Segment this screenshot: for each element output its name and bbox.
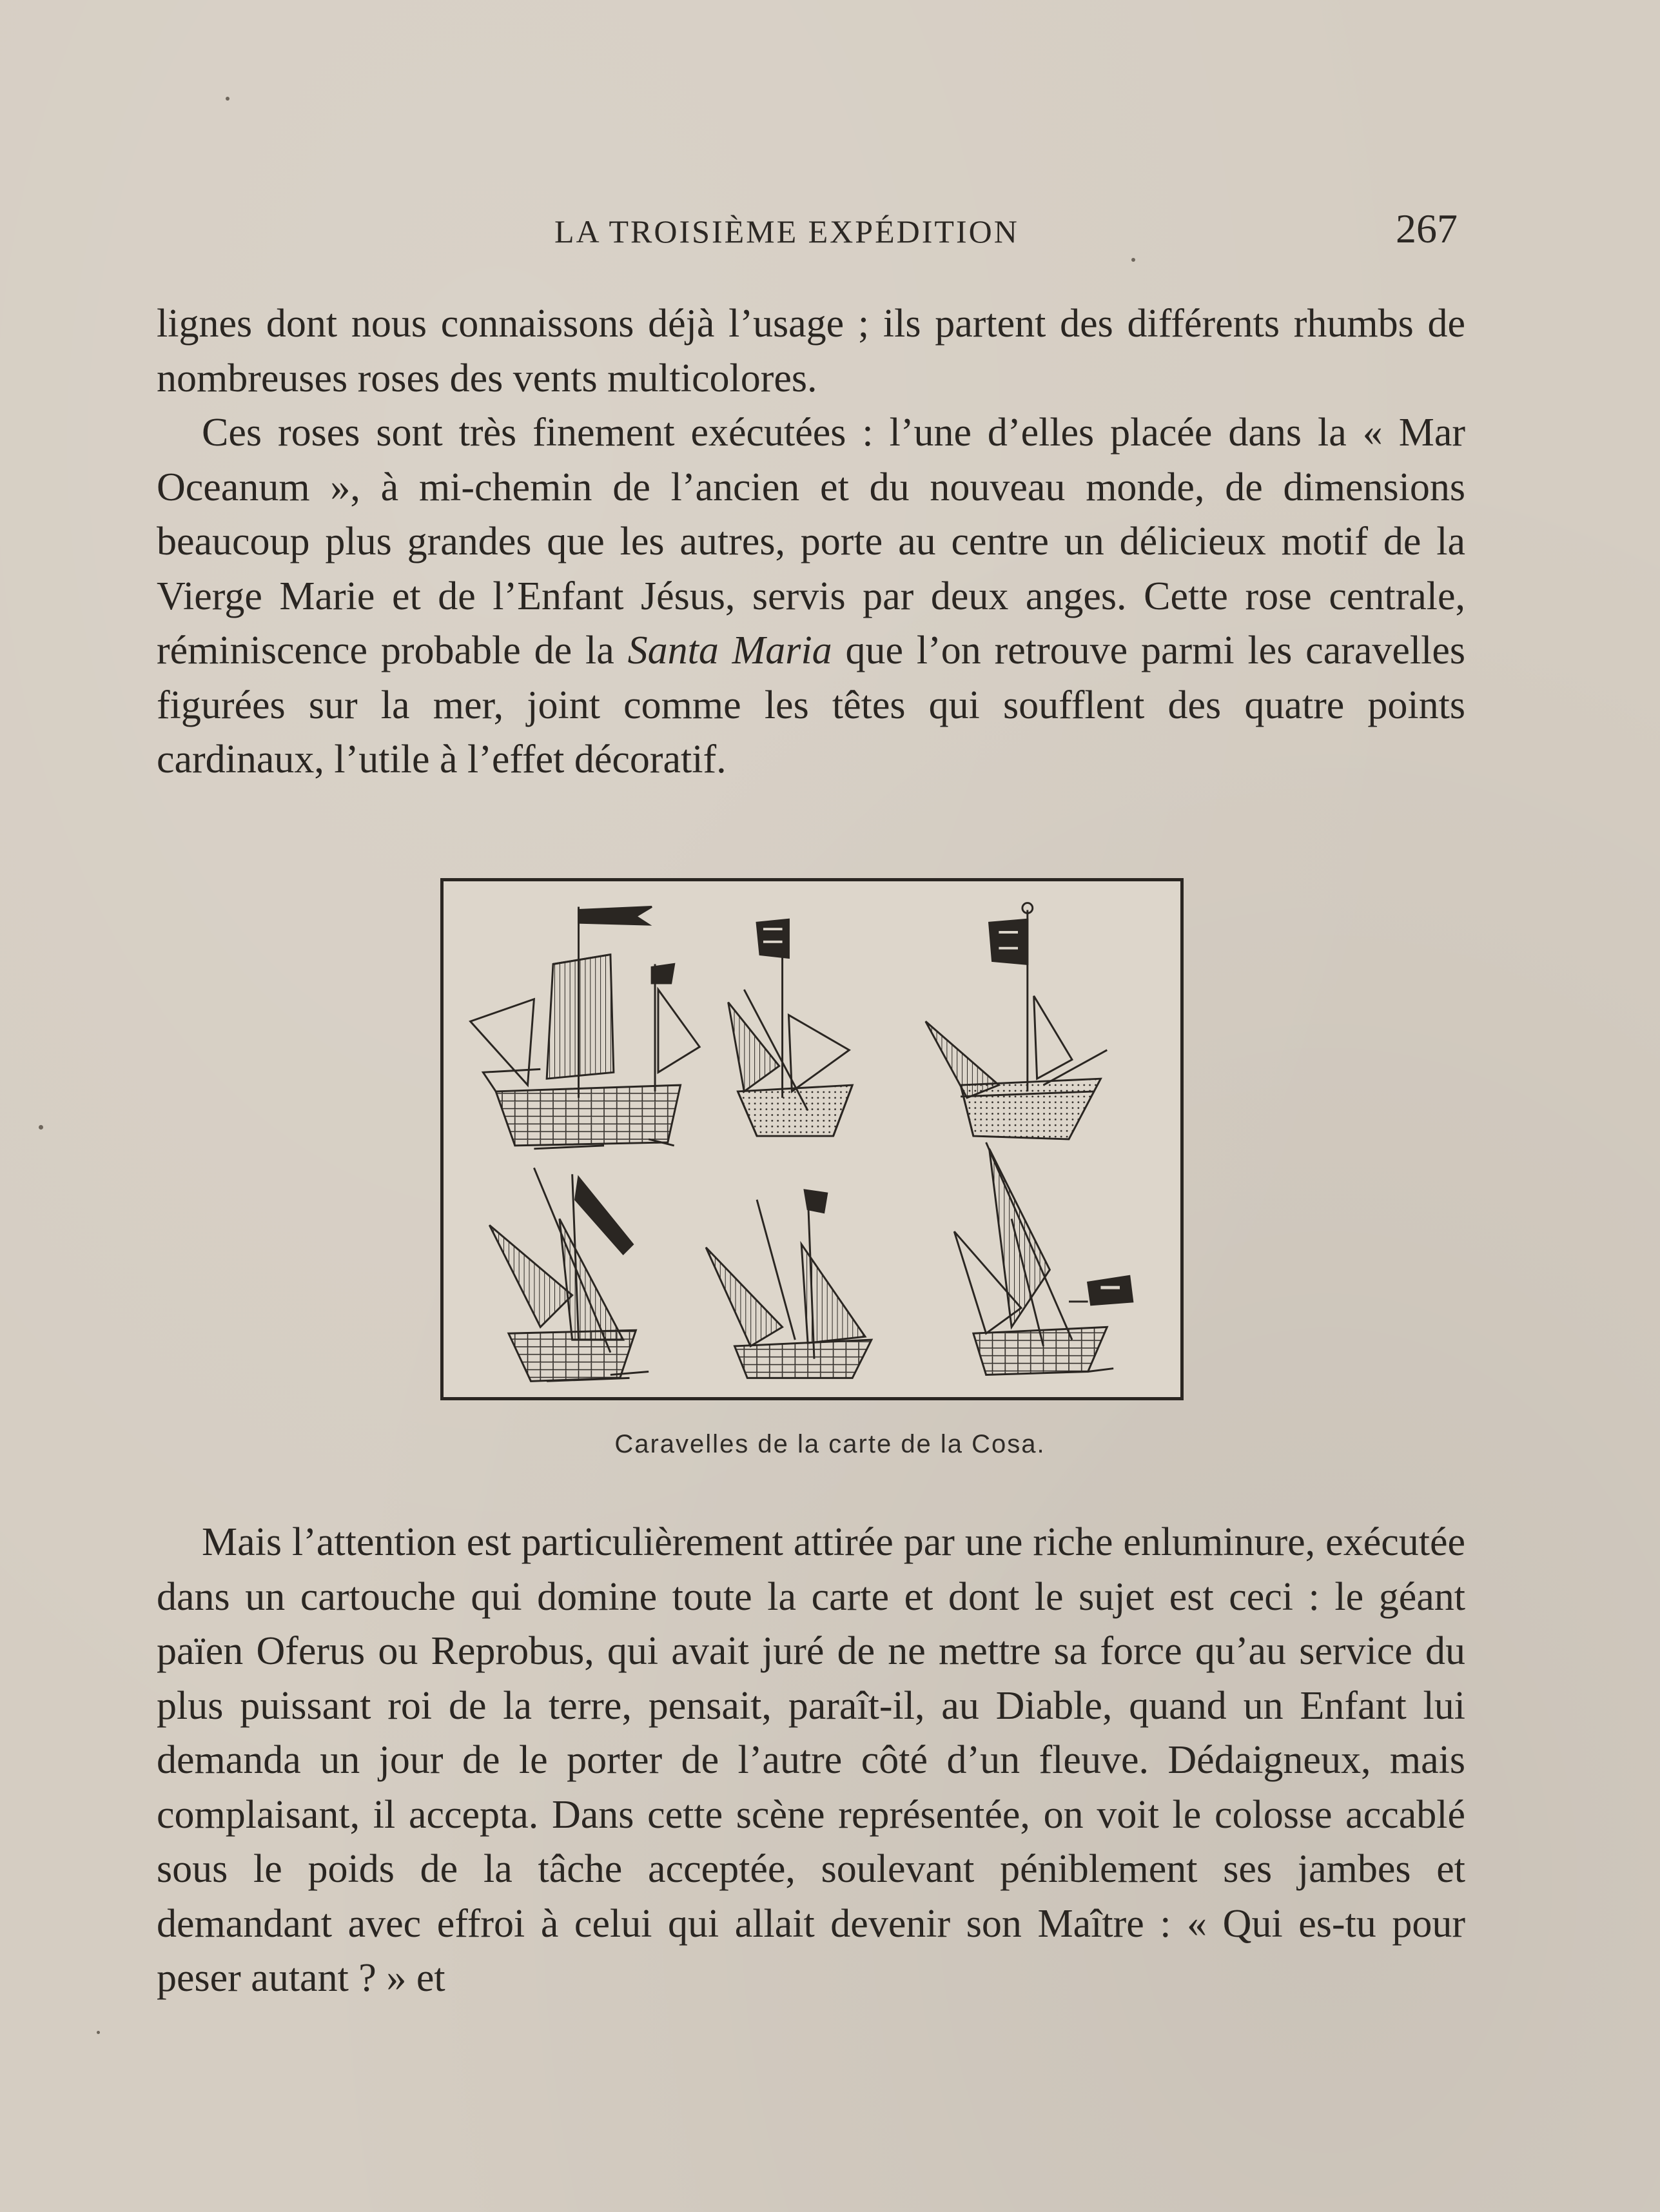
text-run: Mais l’attention est particulièrement attirée par une riche enluminure, exécutée dans un cartouche qui domine toute la carte et dont le sujet est ceci : le géant païen Oferus ou Reprobus, qui avait juré de ne mettre sa force qu’au service du plus puissant roi de la terre, pensait, paraît-il, au Diable, quand un Enfant lui demanda un jour de le porter de l’autre côté d’un fleuve. Dédaigneux, mais complaisant, il accepta. Dans cette scène représentée, on voit le colosse accablé sous le poids de la tâche acceptée, soulevant péniblement ses jambes et demandant avec effroi à celui qui allait devenir son Maître : « Qui es-tu pour peser autant ? » et: [157, 1520, 1465, 2000]
text-run: lignes dont nous connaissons déjà l’usage ; ils partent des différents rhumbs de nombreuses roses des vents multicolores.: [157, 302, 1465, 400]
caravel-1: [471, 907, 700, 1149]
caravel-2: [728, 919, 853, 1136]
figure-caption: Caravelles de la carte de la Cosa.: [614, 1430, 1046, 1458]
caravel-4: [489, 1168, 649, 1381]
caravels-drawing: [444, 881, 1180, 1397]
page-number: 267: [1396, 206, 1458, 251]
paper-speck: [97, 2031, 100, 2034]
paragraph: [157, 1515, 1465, 2006]
running-title: LA TROISIÈME EXPÉDITION: [554, 213, 1019, 250]
paper-speck: [226, 97, 229, 101]
text-run: que l’on retrouve parmi les caravelles figurées sur la mer, joint comme les têtes qui soufflent des quatre points cardinaux, l’utile à l’effet décoratif.: [157, 629, 1465, 781]
paper-speck: [1131, 258, 1135, 262]
caravel-3: [926, 903, 1107, 1139]
body-text-bottom: [157, 1515, 1465, 2006]
caravel-6: [954, 1142, 1133, 1375]
paragraph: [157, 297, 1465, 406]
caravels-illustration: [440, 878, 1184, 1400]
body-text-top: [157, 297, 1465, 787]
caravel-5: [706, 1190, 872, 1378]
paragraph: [157, 406, 1465, 787]
text-run: Ces roses sont très finement exécutées : l’une d’elles placée dans la « Mar Oceanum », à mi-chemin de l’ancien et du nouveau monde, de dimensions beaucoup plus grandes que les autres, porte au centre un délicieux motif de la Vierge Marie et de l’Enfant Jésus, servis par deux anges. Cette rose centrale, réminiscence probable de la: [157, 411, 1465, 672]
ship-name-italic: Santa Maria: [627, 629, 832, 672]
paper-speck: [39, 1125, 43, 1130]
